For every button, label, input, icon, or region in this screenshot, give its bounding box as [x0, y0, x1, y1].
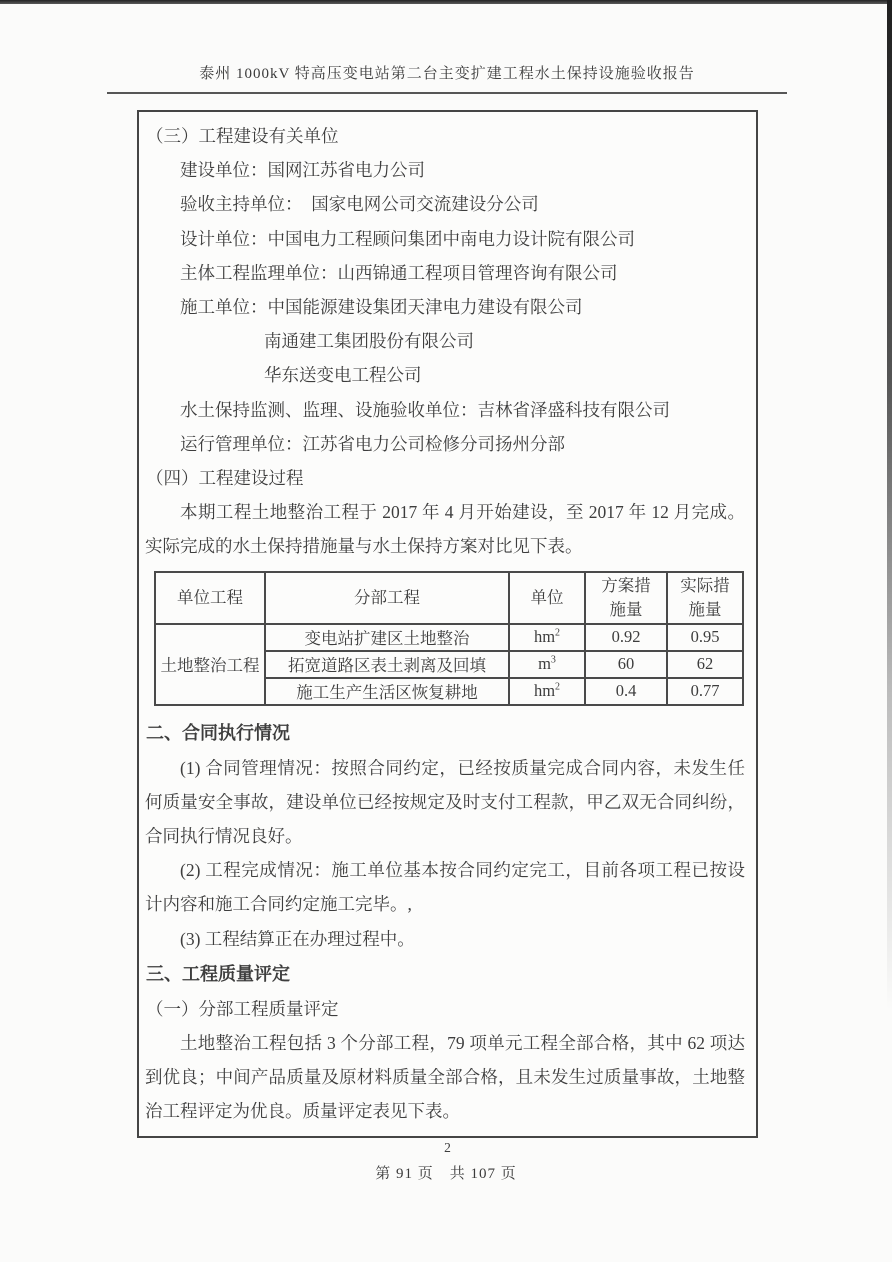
pagination-footer: 第 91 页 共 107 页 — [375, 1166, 517, 1182]
unit-line-operation: 运行管理单位：江苏省电力公司检修分司扬州分部 — [180, 433, 565, 454]
unit-line-acceptance-host: 验收主持单位： 国家电网公司交流建设分公司 — [180, 194, 539, 215]
cell-unit: $hm^2$ — [509, 624, 585, 651]
quality-paragraph: 土地整治工程包括 3 个分部工程，79 项单元工程全部合格，其中 62 项达到优良；中间产品质量及原材料质量全部合格，且未发生过质量事故，土地整治工程评定为优良。质量评定表见下表。 — [145, 1033, 745, 1122]
cell-actual: 0.77 — [667, 678, 743, 705]
header-planned-measure: 方案措施量 — [585, 572, 667, 624]
cell-sub-project: 拓宽道路区表土剥离及回填 — [265, 651, 509, 678]
unit-superscript: 2 — [555, 681, 561, 693]
section-heading-related-units: （三）工程建设有关单位 — [146, 126, 339, 146]
section-heading-quality: 三、工程质量评定 — [146, 963, 290, 984]
measures-comparison-table — [154, 571, 744, 706]
unit-line-monitoring: 水土保持监测、监理、设施验收单位：吉林省泽盛科技有限公司 — [180, 399, 670, 420]
unit-line-construction-owner: 建设单位：国网江苏省电力公司 — [180, 160, 425, 181]
header-actual-measure: 实际措施量 — [667, 572, 743, 624]
unit-line-construction-extra: 南通建工集团股份有限公司 — [264, 331, 474, 352]
running-head-title: 泰州 1000kV 特高压变电站第二台主变扩建工程水土保持设施验收报告 — [107, 62, 787, 94]
cell-planned: 60 — [585, 651, 667, 678]
contract-paragraph-2: (2) 工程完成情况：施工单位基本按合同约定完工，目前各项工程已按设计内容和施工合同约定施工完毕。, — [145, 860, 745, 915]
section-heading-construction-process: （四）工程建设过程 — [146, 468, 304, 489]
unit-line-construction-extra: 华东送变电工程公司 — [264, 365, 422, 386]
header-sub-project: 分部工程 — [265, 572, 509, 624]
cell-sub-project: 施工生产生活区恢复耕地 — [265, 678, 509, 705]
contract-paragraph-1: (1) 合同管理情况：按照合同约定，已经按质量完成合同内容，未发生任何质量安全事故，建设单位已经按规定及时支付工程款，甲乙双无合同纠纷，合同执行情况良好。 — [145, 757, 745, 847]
cell-planned: 0.92 — [585, 624, 667, 651]
cell-unit: $hm^2$ — [509, 678, 585, 705]
scan-edge-right — [887, 0, 892, 1262]
cell-actual: 62 — [667, 651, 743, 678]
unit-line-design: 设计单位：中国电力工程顾问集团中南电力设计院有限公司 — [180, 228, 635, 249]
table-row — [155, 624, 743, 651]
content-box — [137, 110, 758, 1138]
cell-unit: $m^3$ — [509, 651, 585, 678]
unit-line-supervision: 主体工程监理单位：山西锦通工程项目管理咨询有限公司 — [180, 262, 618, 283]
header-unit-project: 单位工程 — [155, 572, 265, 624]
unit-line-construction: 施工单位：中国能源建设集团天津电力建设有限公司 — [180, 297, 583, 318]
section-heading-contract: 二、合同执行情况 — [146, 722, 290, 743]
construction-process-paragraph: 本期工程土地整治工程于 2017 年 4 月开始建设，至 2017 年 12 月完成。实际完成的水土保持措施量与水土保持方案对比见下表。 — [145, 502, 745, 557]
cell-planned: 0.4 — [585, 678, 667, 705]
table-header-row — [155, 572, 743, 624]
cell-actual: 0.95 — [667, 624, 743, 651]
section-subheading-quality: （一）分部工程质量评定 — [146, 998, 339, 1019]
unit-superscript: 2 — [555, 627, 561, 639]
unit-superscript: 3 — [550, 654, 556, 666]
header-unit: 单位 — [509, 572, 585, 624]
cell-unit-project: 土地整治工程 — [155, 624, 265, 705]
cell-sub-project: 变电站扩建区土地整治 — [265, 624, 509, 651]
page-number: 2 — [444, 1140, 451, 1155]
scan-edge-top — [0, 0, 892, 4]
contract-paragraph-3: (3) 工程结算正在办理过程中。 — [180, 928, 415, 949]
